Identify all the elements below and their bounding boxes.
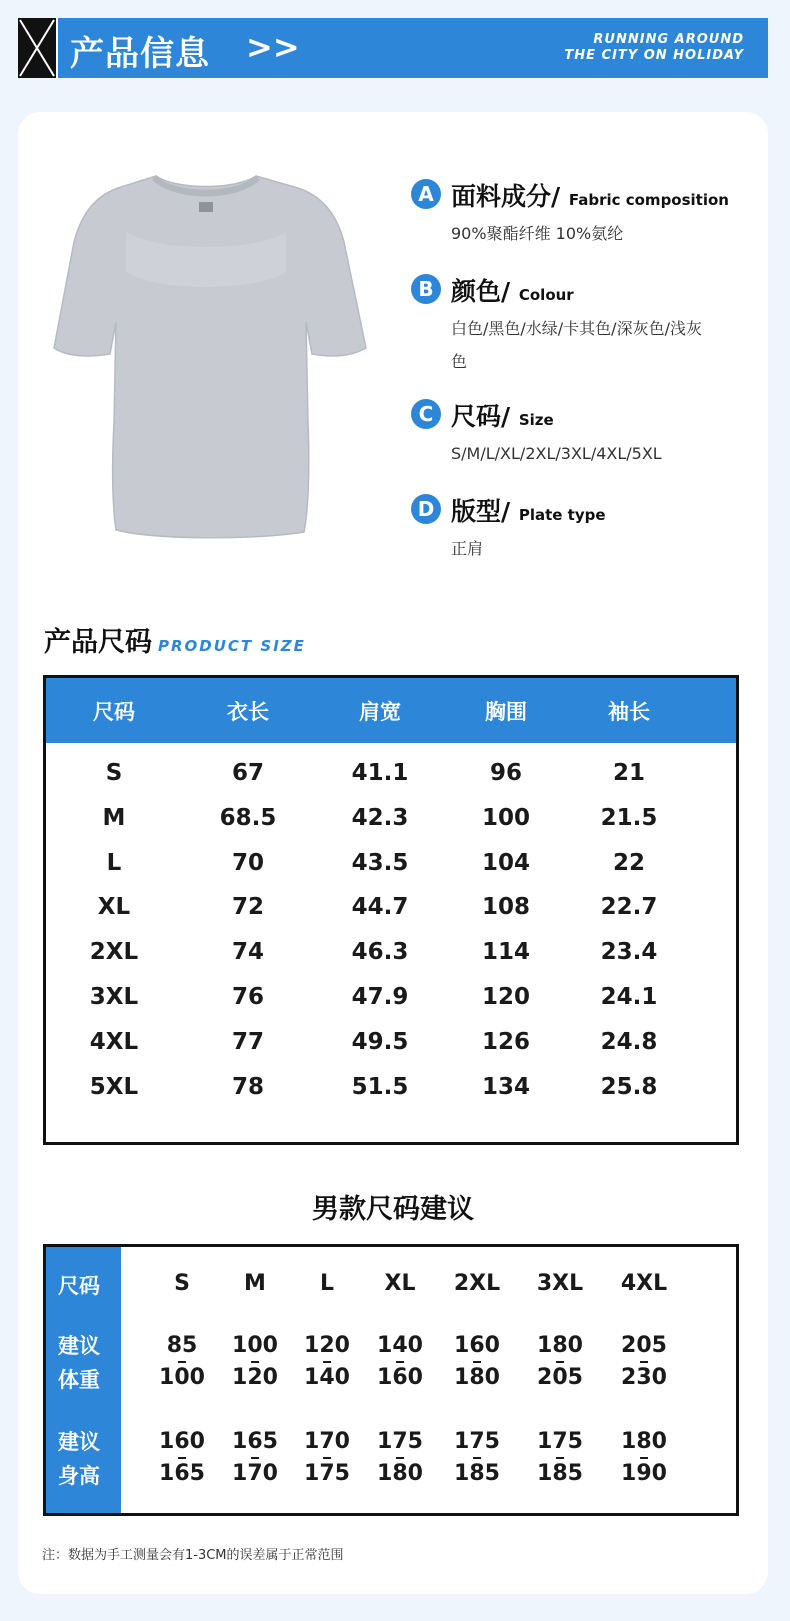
range-min: 120 bbox=[304, 1333, 350, 1358]
recommend-size: 2XL bbox=[453, 1271, 501, 1296]
badge-c: C bbox=[411, 399, 441, 429]
label-weight: 建议 体重 bbox=[58, 1334, 100, 1392]
size-table-cell: 134 bbox=[481, 1073, 531, 1100]
attribute-colour-en: Colour bbox=[518, 286, 574, 304]
size-table-cell: 44.7 bbox=[351, 894, 409, 921]
header-title: 产品信息 bbox=[70, 34, 210, 74]
size-table-cell: L bbox=[106, 849, 122, 876]
attribute-plate-title bbox=[451, 492, 606, 528]
attribute-plate-cn: 版型/ bbox=[451, 497, 511, 526]
recommend-height bbox=[454, 1425, 500, 1491]
attribute-fabric-value: 90%聚酯纤维 10%氨纶 bbox=[451, 224, 624, 243]
size-table-header-cell: 胸围 bbox=[485, 700, 527, 724]
range-min: 160 bbox=[159, 1429, 205, 1454]
range-max: 120 bbox=[232, 1365, 278, 1390]
recommend-size: XL bbox=[384, 1271, 416, 1296]
range-min: 175 bbox=[537, 1429, 583, 1454]
range-min: 205 bbox=[621, 1333, 667, 1358]
size-table-cell: 78 bbox=[231, 1073, 265, 1100]
recommend-weight bbox=[621, 1329, 667, 1395]
recommend-weight bbox=[159, 1329, 205, 1395]
range-max: 190 bbox=[621, 1461, 667, 1486]
range-max: 175 bbox=[304, 1461, 350, 1486]
range-min: 175 bbox=[377, 1429, 423, 1454]
size-table-cell: 76 bbox=[231, 984, 265, 1010]
recommendation-label-column bbox=[46, 1247, 121, 1513]
recommend-height bbox=[377, 1425, 423, 1491]
size-title-en: PRODUCT SIZE bbox=[158, 637, 306, 655]
range-max: 100 bbox=[159, 1365, 205, 1390]
attribute-colour-value: 白色/黑色/水绿/卡其色/深灰色/浅灰色 bbox=[451, 319, 702, 371]
measurement-note: 注：数据为手工测量会有1-3CM的误差属于正常范围 bbox=[42, 1548, 344, 1563]
size-table-cell: 46.3 bbox=[351, 939, 409, 966]
recommend-height bbox=[232, 1425, 278, 1491]
size-table-cell: 74 bbox=[231, 939, 265, 966]
page-header bbox=[18, 18, 768, 78]
range-min: 140 bbox=[377, 1333, 423, 1358]
badge-d: D bbox=[411, 494, 441, 524]
size-table-cell: 68.5 bbox=[219, 804, 277, 831]
range-max: 140 bbox=[304, 1365, 350, 1390]
recommendation-title: 男款尺码建议 bbox=[312, 1194, 474, 1225]
recommend-weight bbox=[537, 1329, 583, 1395]
size-table-cell: 126 bbox=[481, 1028, 531, 1055]
recommend-weight bbox=[454, 1329, 500, 1395]
range-max: 230 bbox=[621, 1365, 667, 1390]
attribute-plate-en: Plate type bbox=[518, 506, 606, 524]
size-table-cell: 108 bbox=[481, 894, 531, 921]
recommend-size: 4XL bbox=[620, 1271, 668, 1296]
size-table-cell: 23.4 bbox=[600, 939, 658, 966]
attribute-colour-title bbox=[451, 272, 574, 308]
recommend-height bbox=[537, 1425, 583, 1491]
size-table-cell: 51.5 bbox=[351, 1073, 409, 1100]
range-max: 185 bbox=[537, 1461, 583, 1486]
attribute-size-title bbox=[451, 397, 554, 433]
recommend-weight bbox=[377, 1329, 423, 1395]
range-min: 160 bbox=[454, 1333, 500, 1358]
attribute-size-en: Size bbox=[518, 411, 554, 429]
size-section-title bbox=[44, 620, 306, 659]
size-table-cell: 22 bbox=[612, 849, 646, 876]
recommend-size: S bbox=[174, 1271, 190, 1296]
size-table-cell: 22.7 bbox=[600, 894, 658, 921]
size-table-cell: 47.9 bbox=[351, 984, 409, 1010]
range-min: 170 bbox=[304, 1429, 350, 1454]
attribute-size-value: S/M/L/XL/2XL/3XL/4XL/5XL bbox=[451, 444, 662, 463]
size-table-cell: 2XL bbox=[89, 939, 139, 966]
recommendation-table bbox=[43, 1244, 739, 1516]
slogan-line-2: THE CITY ON HOLIDAY bbox=[564, 48, 744, 63]
product-size-table bbox=[43, 675, 739, 1145]
size-table-cell: 25.8 bbox=[600, 1073, 658, 1100]
size-title-cn: 产品尺码 bbox=[44, 627, 152, 658]
size-table-cell: 114 bbox=[481, 939, 531, 966]
size-table-cell: 3XL bbox=[89, 984, 139, 1010]
size-table-cell: 4XL bbox=[89, 1028, 139, 1055]
size-table-cell: 77 bbox=[231, 1028, 265, 1055]
badge-a: A bbox=[411, 179, 441, 209]
size-table-cell: 43.5 bbox=[351, 849, 409, 876]
recommend-weight bbox=[304, 1329, 350, 1395]
attribute-fabric-title bbox=[451, 177, 729, 213]
tshirt-body bbox=[54, 176, 366, 538]
recommend-height bbox=[159, 1425, 205, 1491]
size-table-cell: 72 bbox=[231, 894, 265, 921]
range-max: 205 bbox=[537, 1365, 583, 1390]
range-min: 165 bbox=[232, 1429, 278, 1454]
range-max: 160 bbox=[377, 1365, 423, 1390]
range-max: 185 bbox=[454, 1461, 500, 1486]
size-table-cell: 24.1 bbox=[600, 984, 658, 1010]
range-min: 100 bbox=[232, 1333, 278, 1358]
size-table-cell: 96 bbox=[489, 760, 523, 786]
range-max: 180 bbox=[454, 1365, 500, 1390]
size-table-header-cell: 肩宽 bbox=[359, 700, 401, 724]
attribute-plate-value: 正肩 bbox=[451, 539, 484, 558]
size-table-cell: 100 bbox=[481, 804, 531, 831]
size-table-cell: S bbox=[105, 760, 123, 786]
range-min: 180 bbox=[537, 1333, 583, 1358]
logo-x-icon bbox=[18, 18, 58, 78]
attribute-fabric-cn: 面料成分/ bbox=[451, 182, 561, 211]
attribute-size-cn: 尺码/ bbox=[451, 402, 511, 431]
header-arrows: >> bbox=[246, 28, 300, 66]
label-height: 建议 身高 bbox=[58, 1430, 100, 1488]
badge-b: B bbox=[411, 274, 441, 304]
recommend-size: L bbox=[319, 1271, 335, 1296]
range-max: 165 bbox=[159, 1461, 205, 1486]
size-table-cell: 5XL bbox=[89, 1073, 139, 1100]
recommend-size: M bbox=[244, 1271, 266, 1296]
size-table-cell: 70 bbox=[231, 849, 265, 876]
range-min: 180 bbox=[621, 1429, 667, 1454]
label-size: 尺码 bbox=[58, 1274, 100, 1298]
attribute-colour-cn: 颜色/ bbox=[451, 277, 511, 306]
product-card bbox=[18, 112, 768, 1594]
range-min: 175 bbox=[454, 1429, 500, 1454]
size-table-cell: XL bbox=[97, 894, 131, 921]
size-table-cell: 24.8 bbox=[600, 1028, 658, 1055]
size-table-header-cell: 衣长 bbox=[227, 700, 269, 724]
size-table-cell: 120 bbox=[481, 984, 531, 1010]
range-min: 85 bbox=[166, 1333, 198, 1358]
size-table-cell: 49.5 bbox=[351, 1028, 409, 1055]
range-max: 180 bbox=[377, 1461, 423, 1486]
size-table-header-cell: 尺码 bbox=[93, 700, 135, 724]
size-table-header-cell: 袖长 bbox=[608, 700, 650, 724]
size-table-cell: 21 bbox=[612, 760, 646, 786]
header-slogan bbox=[564, 32, 744, 64]
range-max: 170 bbox=[232, 1461, 278, 1486]
recommend-height bbox=[304, 1425, 350, 1491]
size-table-cell: 41.1 bbox=[351, 760, 409, 786]
recommend-size: 3XL bbox=[536, 1271, 584, 1296]
size-table-cell: 42.3 bbox=[351, 804, 409, 831]
tshirt-image bbox=[36, 172, 376, 542]
size-table-cell: 21.5 bbox=[600, 804, 658, 831]
size-table-cell: 104 bbox=[481, 849, 531, 876]
size-table-cell: 67 bbox=[231, 760, 265, 786]
recommend-weight bbox=[232, 1329, 278, 1395]
recommend-height bbox=[621, 1425, 667, 1491]
size-table-cell: M bbox=[102, 804, 126, 831]
tshirt-label bbox=[199, 202, 213, 212]
slogan-line-1: RUNNING AROUND bbox=[593, 32, 744, 47]
attribute-fabric-en: Fabric composition bbox=[568, 191, 729, 209]
